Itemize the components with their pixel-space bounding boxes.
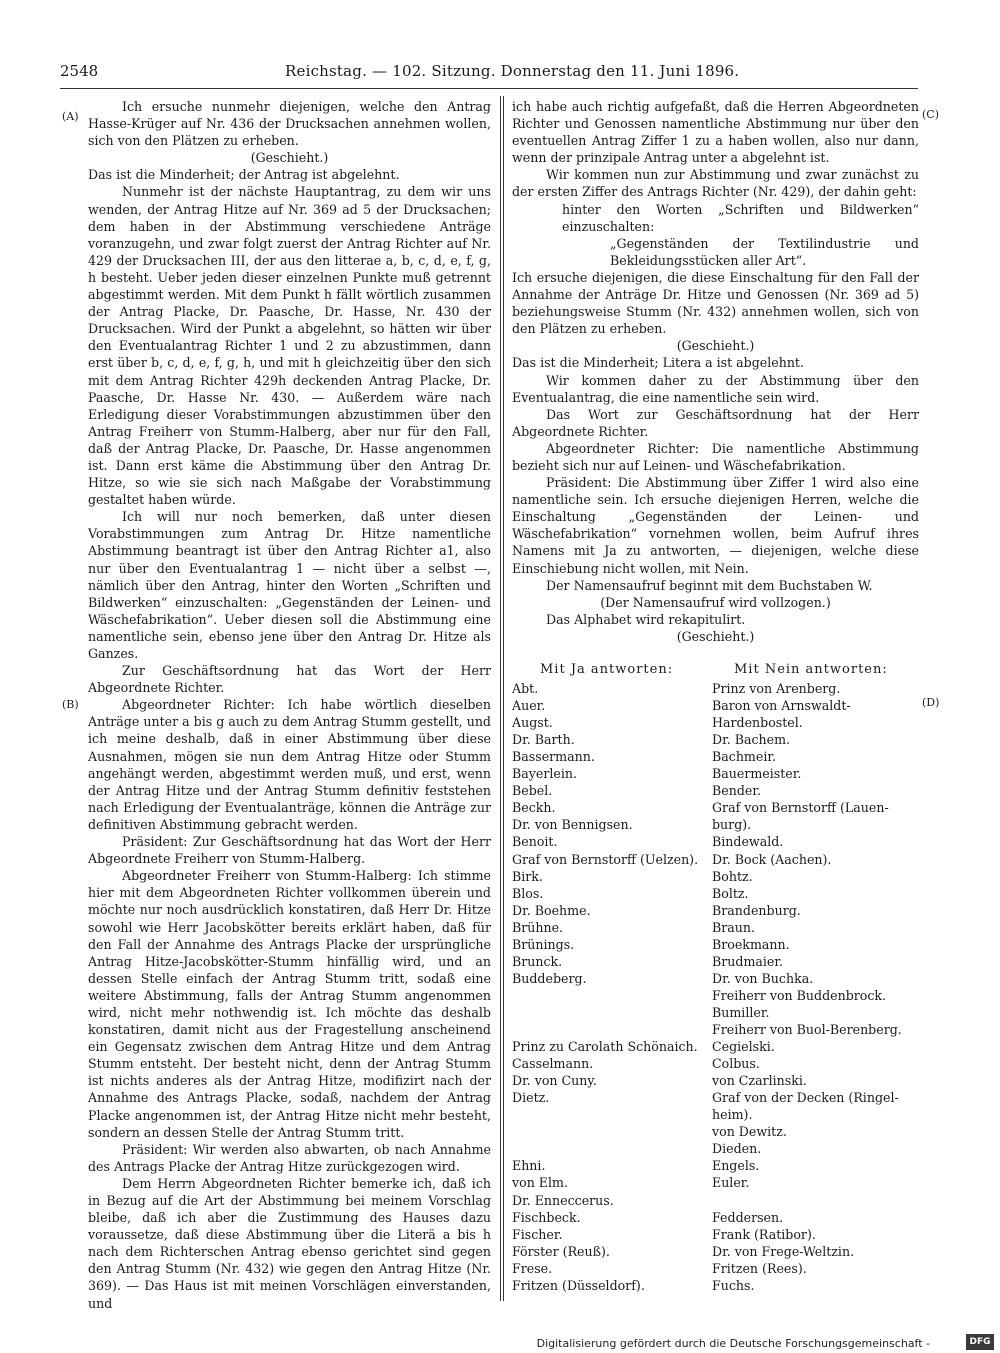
ja-name: Casselmann. (512, 1056, 594, 1072)
header-rule (60, 88, 918, 89)
vote-row (512, 852, 919, 869)
ja-name: Benoit. (512, 834, 558, 850)
paragraph: Ich ersuche nunmehr diejenigen, welche den Antrag Hasse-Krüger auf Nr. 436 der Drucksachen annehmen wollen, sich von den Plätzen zu erheben. (88, 99, 491, 149)
vote-row (512, 886, 919, 903)
nein-name: Graf von der Decken (Ringel- (712, 1090, 899, 1106)
paragraph: Abgeordneter Richter: Ich habe wörtlich dieselben Anträge unter a bis g auch zu dem Antrag Stumm gestellt, und ich meine deshalb, daß in einer Abstimmung über diese Ausnahmen, mögen sie nun dem Antrag Hitze oder Stumm angehängt werden, abgestimmt werden muß, und erst, wenn der Antrag Hitze und der Antrag Stumm definitiv feststehen nach Erledigung der Eventualanträge, können die Anträge zur definitiven Abstimmung gebracht werden. (88, 697, 491, 832)
ja-name: Dr. Barth. (512, 732, 575, 748)
nein-name: Cegielski. (712, 1039, 775, 1055)
paragraph: Das ist die Minderheit; Litera a ist abgelehnt. (512, 355, 804, 371)
vote-row (512, 1090, 919, 1107)
nein-name: Dr. Bachem. (712, 732, 791, 748)
ja-name: Beckh. (512, 800, 556, 816)
vote-row (512, 920, 919, 937)
vote-row (512, 783, 919, 800)
nein-name: Prinz von Arenberg. (712, 681, 841, 696)
vote-row (512, 715, 919, 732)
margin-letter-c: (C) (922, 108, 939, 121)
paragraph: Nunmehr ist der nächste Hauptantrag, zu dem wir uns wenden, der Antrag Hitze auf Nr. 369 ad 5 der Drucksachen; dem haben in der Abstimmung verschiedene Anträge voranzugehn, und zwar folgt zuerst der Antrag Richter auf Nr. 429 der Drucksachen III, der aus den litterae a, b, c, d, e, f, g, h besteht. Ueber jeden dieser einzelnen Punkte muß getrennt abgestimmt werden. Mit dem Punkt h fällt wörtlich zusammen der Antrag Placke, Dr. Paasche, Dr. Hasse, Nr. 430 der Drucksachen. Wird der Punkt a abgelehnt, so hätten wir über den Eventualantrag Richter 1 und 2 zu abzustimmen, dann erst über b, c, d, e, f, g, h, und mit h gleichzeitig über den sich mit dem Antrag Richter 429h deckenden Antrag Placke, Dr. Paasche, Dr. Hasse Nr. 430. — Außerdem wäre nach Erledigung dieser Vorabstimmungen abzustimmen über den Antrag Freiherr von Stumm-Halberg, aber nur für den Fall, daß der Antrag Placke, Dr. Paasche, Dr. Hasse angenommen ist. Dann erst käme die Abstimmung über den Antrag Dr. Hitze, so wie sie sich nach Maßgabe der Vorabstimmung gestaltet haben würde. (88, 184, 491, 508)
vote-row (512, 732, 919, 749)
nein-name: Baron von Arnswaldt- (712, 698, 851, 714)
vote-row (512, 1278, 919, 1295)
vote-row (512, 1124, 919, 1141)
paragraph: Dem Herrn Abgeordneten Richter bemerke ich, daß ich in Bezug auf die Art der Abstimmung bei meinem Vorschlag bleibe, daß ich aber die Zustimmung des Hauses dazu voraussetze, daß diese Abstimmung über die Literä a bis h nach dem Richterschen Antrag ebenso gerichtet sind gegen den Antrag Stumm (Nr. 432) wie gegen den Antrag Hitze (Nr. 369). — Das Haus ist mit meinen Vorschlägen einverstanden, und (88, 1175, 491, 1311)
vote-row (512, 869, 919, 886)
paragraph: (Geschieht.) (676, 628, 755, 644)
page-header (60, 62, 940, 86)
vote-row (512, 1227, 919, 1244)
ja-name: Fritzen (Düsseldorf). (512, 1277, 645, 1293)
nein-name: Bender. (712, 783, 761, 799)
ja-name: Ehni. (512, 1158, 546, 1174)
ja-name: Brünings. (512, 936, 575, 952)
ja-name: Brunck. (512, 953, 563, 969)
ja-name: Dr. von Cuny. (512, 1073, 597, 1089)
nein-name: Boltz. (712, 885, 749, 901)
ja-name: Augst. (512, 715, 553, 731)
vote-row (512, 1244, 919, 1261)
ja-name: Bayerlein. (512, 766, 577, 782)
vote-row (512, 681, 919, 698)
nein-name: Hardenbostel. (712, 715, 803, 731)
nein-name: Fuchs. (712, 1277, 755, 1293)
nein-name: heim). (712, 1107, 753, 1123)
vote-row (512, 1022, 919, 1039)
nein-name: Freiherr von Buddenbrock. (712, 987, 887, 1003)
vote-row (512, 1005, 919, 1022)
nein-name: Dieden. (712, 1141, 762, 1157)
footer-credit: Digitalisierung gefördert durch die Deutsche Forschungsgemeinschaft - (536, 1337, 930, 1350)
margin-letter-a: (A) (62, 110, 79, 123)
page-number: 2548 (60, 62, 99, 80)
vote-row (512, 1141, 919, 1158)
margin-letter-d: (D) (922, 696, 940, 709)
paragraph: Wir kommen daher zu der Abstimmung über den Eventualantrag, die eine namentliche sein wird. (512, 372, 919, 405)
nein-name: Dr. Bock (Aachen). (712, 851, 832, 867)
nein-name: Brandenburg. (712, 902, 801, 918)
vote-row (512, 1107, 919, 1124)
vote-row (512, 903, 919, 920)
running-title: Reichstag. — 102. Sitzung. Donnerstag den 11. Juni 1896. (285, 62, 740, 80)
paragraph: Das ist die Minderheit; der Antrag ist abgelehnt. (88, 167, 400, 183)
nein-name: Dr. von Frege-Weltzin. (712, 1243, 855, 1259)
paragraph: Abgeordneter Freiherr von Stumm-Halberg: Ich stimme hier mit dem Abgeordneten Richter vollkommen überein und möchte nur noch ausdrücklich konstatiren, daß Herr Dr. Hitze sowohl wie Herr Jacobskötter bereits erklärt haben, daß für den Fall der Annahme des Antrags Placke der ursprüngliche Antrag Hitze-Jacobskötter-Stumm hinfällig wird, und an dessen Stelle einfach der Antrag Stumm tritt, sodaß eine weitere Abstimmung, falls der Antrag Stumm angenommen wird, nicht mehr nothwendig ist. Ich möchte das deshalb konstatiren, damit nicht aus der Fragestellung anscheinend ein Gegensatz zwischen dem Antrag Hitze und dem Antrag Stumm entsteht. Der besteht nicht, denn der Antrag Stumm ist nichts anderes als der Antrag Hitze, modifizirt nach der Annahme des Antrags Placke, sodaß, nachdem der Antrag Placke angenommen ist, der Antrag Hitze nicht mehr besteht, sondern an dessen Stelle der Antrag Stumm tritt. (88, 868, 491, 1140)
vote-row (512, 1073, 919, 1090)
ja-name: Auer. (512, 698, 546, 714)
vote-row (512, 834, 919, 851)
paragraph: hinter den Worten „Schriften und Bildwerken“ einzuschalten: (562, 201, 919, 234)
nein-name: von Czarlinski. (712, 1073, 807, 1089)
ja-name: Buddeberg. (512, 970, 587, 986)
paragraph: Wir kommen nun zur Abstimmung und zwar zunächst zu der ersten Ziffer des Antrags Richter (Nr. 429), der dahin geht: (512, 167, 919, 200)
nein-name: Colbus. (712, 1056, 760, 1072)
ja-name: Dr. von Bennigsen. (512, 817, 633, 833)
left-column (88, 98, 491, 1312)
paragraph: ich habe auch richtig aufgefaßt, daß die Herren Abgeordneten Richter und Genossen namentliche Abstimmung nur über den eventuellen Antrag Ziffer 1 zu a haben wollen, also nur dann, wenn der prinzipale Antrag unter a abgelehnt ist. (512, 99, 919, 166)
nein-name: Braun. (712, 919, 756, 935)
ja-name: Frese. (512, 1260, 553, 1276)
paragraph: Der Namensaufruf beginnt mit dem Buchstaben W. (546, 577, 873, 593)
ja-name: Dietz. (512, 1090, 550, 1106)
nein-name: Freiherr von Buol-Berenberg. (712, 1022, 902, 1037)
nein-name: Bindewald. (712, 834, 784, 850)
vote-row (512, 1175, 919, 1192)
nein-name: Brudmaier. (712, 953, 784, 969)
nein-name: Fritzen (Rees). (712, 1260, 807, 1276)
nein-name: Frank (Ratibor). (712, 1226, 816, 1242)
ja-name: Brühne. (512, 919, 564, 935)
ja-name: Abt. (512, 681, 539, 696)
paragraph: Zur Geschäftsordnung hat das Wort der Herr Abgeordnete Richter. (88, 663, 491, 696)
nein-name: burg). (712, 817, 752, 833)
nein-name: von Dewitz. (712, 1124, 787, 1140)
vote-row (512, 1039, 919, 1056)
margin-letter-b: (B) (62, 698, 79, 711)
vote-row (512, 749, 919, 766)
vote-table-header (512, 662, 919, 680)
nein-name: Bauermeister. (712, 766, 802, 782)
vote-row (512, 766, 919, 783)
vote-row (512, 988, 919, 1005)
paragraph: Präsident: Zur Geschäftsordnung hat das Wort der Herr Abgeordnete Freiherr von Stumm-Halberg. (88, 834, 491, 867)
vote-row (512, 971, 919, 988)
nein-name: Bohtz. (712, 868, 753, 884)
nein-name: Engels. (712, 1158, 760, 1174)
paragraph: Abgeordneter Richter: Die namentliche Abstimmung bezieht sich nur auf Leinen- und Wäschefabrikation. (512, 440, 919, 473)
paragraph: Das Wort zur Geschäftsordnung hat der Herr Abgeordnete Richter. (512, 406, 919, 439)
vote-row (512, 1193, 919, 1210)
ja-name: Bebel. (512, 783, 553, 799)
vote-row (512, 817, 919, 834)
nein-name: Broekmann. (712, 936, 790, 952)
paragraph: Präsident: Wir werden also abwarten, ob nach Annahme des Antrags Placke der Antrag Hitze zurückgezogen wird. (88, 1141, 491, 1174)
ja-name: Birk. (512, 868, 543, 884)
ja-name: von Elm. (512, 1175, 568, 1191)
nein-name: Euler. (712, 1175, 750, 1191)
ja-name: Prinz zu Carolath Schönaich. (512, 1039, 698, 1055)
nein-name: Dr. von Buchka. (712, 970, 814, 986)
vote-row (512, 1056, 919, 1073)
paragraph: (Geschieht.) (676, 338, 755, 354)
paragraph: „Gegenständen der Textilindustrie und Bekleidungsstücken aller Art“. (610, 235, 919, 268)
vote-row (512, 1210, 919, 1227)
right-column (512, 98, 919, 645)
paragraph: (Geschieht.) (250, 150, 329, 166)
ja-name: Blos. (512, 885, 544, 901)
ja-name: Förster (Reuß). (512, 1243, 610, 1259)
nein-name: Bumiller. (712, 1004, 770, 1020)
vote-row (512, 1261, 919, 1278)
vote-row (512, 937, 919, 954)
paragraph: Das Alphabet wird rekapitulirt. (546, 611, 746, 627)
nein-name: Bachmeir. (712, 749, 776, 765)
ja-header: Mit Ja antworten: (540, 662, 674, 677)
ja-name: Bassermann. (512, 749, 595, 765)
ja-name: Graf von Bernstorff (Uelzen). (512, 851, 699, 867)
column-rule (500, 96, 504, 1301)
vote-row (512, 954, 919, 971)
dfg-logo: DFG (966, 1334, 994, 1350)
paragraph: Ich will nur noch bemerken, daß unter diesen Vorabstimmungen zum Antrag Dr. Hitze namentliche Abstimmung beantragt ist über den Antrag Richter a1, also nur über den Eventualantrag 1 — nicht über a selbst —, nämlich über den Antrag, hinter den Worten „Schriften und Bildwerken“ einzuschalten: „Gegenständen der Leinen- und Wäschefabrikation“. Ueber diesen soll die Abstimmung eine namentliche sein, ebenso jene über den Antrag Dr. Hitze als Ganzes. (88, 509, 491, 661)
nein-name: Feddersen. (712, 1209, 784, 1225)
paragraph: Ich ersuche diejenigen, die diese Einschaltung für den Fall der Annahme der Anträge Dr. Hitze und Genossen (Nr. 369 ad 5) beziehungsweise Stumm (Nr. 432) annehmen wollen, sich von den Plätzen zu erheben. (512, 269, 919, 337)
ja-name: Fischbeck. (512, 1209, 581, 1225)
vote-row (512, 698, 919, 715)
nein-name: Graf von Bernstorff (Lauen- (712, 800, 889, 816)
vote-row (512, 800, 919, 817)
ja-name: Fischer. (512, 1226, 563, 1242)
nein-header: Mit Nein antworten: (734, 662, 888, 677)
ja-name: Dr. Boehme. (512, 902, 591, 918)
paragraph: Präsident: Die Abstimmung über Ziffer 1 wird also eine namentliche sein. Ich ersuche diejenigen Herren, welche die Einschaltung „Gegenständen der Leinen- und Wäschefabrikation“ vornehmen wollen, beim Aufruf ihres Namens mit Ja zu antworten, — diejenigen, welche diese Einschiebung nicht wollen, mit Nein. (512, 475, 919, 576)
ja-name: Dr. Enneccerus. (512, 1192, 614, 1208)
paragraph: (Der Namensaufruf wird vollzogen.) (600, 594, 831, 610)
vote-row (512, 1158, 919, 1175)
